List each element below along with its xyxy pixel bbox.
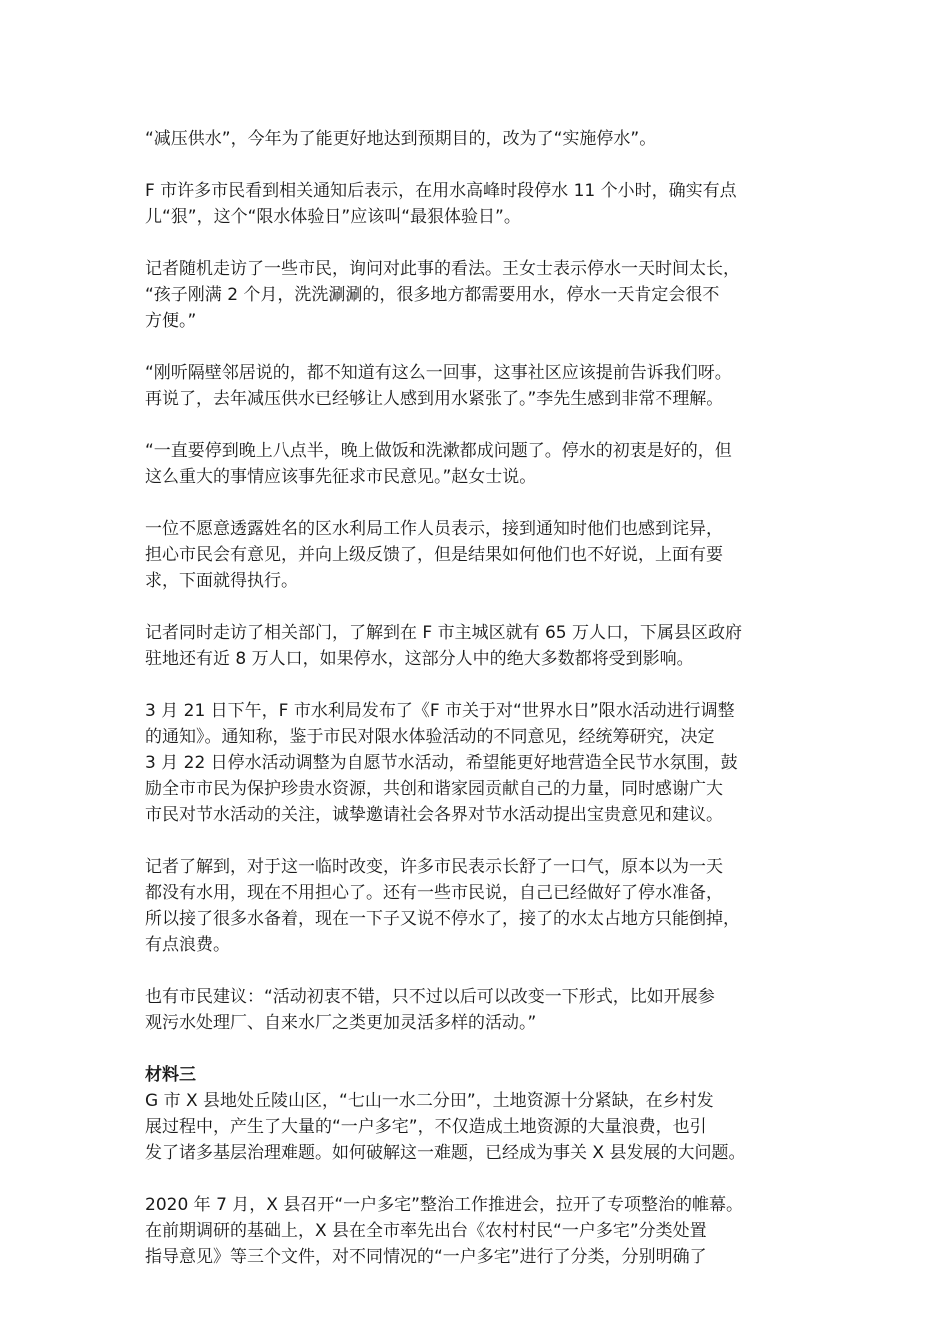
paragraph: 记者了解到，对于这一临时改变，许多市民表示长舒了一口气，原本以为一天 都没有水用，现在不用担心了。还有一些市民说，自己已经做好了停水准备， 所以接了很多水备着，现在一下子又说不停水了，接了的水太占地方只能倒掉， 有点浪费。 bbox=[145, 857, 740, 955]
paragraph: 记者同时走访了相关部门，了解到在 F 市主城区就有 65 万人口，下属县区政府 驻地还有近 8 万人口，如果停水，这部分人中的绝大多数都将受到影响。 bbox=[145, 623, 743, 669]
paragraph: 3 月 21 日下午，F 市水利局发布了《F 市关于对“世界水日”限水活动进行调整 的通知》。通知称，鉴于市民对限水体验活动的不同意见，经统筹研究，决定 3 月 22 日停水活动调整为自愿节水活动，希望能更好地营造全民节水氛围，鼓 励全市市民为保护珍贵水资源，共创和谐家园贡献自己的力量，同时感谢广大 市民对节水活动的关注，诚挚邀请社会各界对节水活动提出宝贵意见和建议。 bbox=[145, 701, 738, 825]
paragraph: 2020 年 7 月，X 县召开“一户多宅”整治工作推进会，拉开了专项整治的帷幕。 在前期调研的基础上，X 县在全市率先出台《农村村民“一户多宅”分类处置 指导意见》等三个文件，对不同情况的“一户多宅”进行了分类，分别明确了 bbox=[145, 1195, 743, 1267]
document-page bbox=[145, 126, 810, 1296]
paragraph: F 市许多市民看到相关通知后表示，在用水高峰时段停水 11 个小时，确实有点 儿“狠”，这个“限水体验日”应该叫“最狠体验日”。 bbox=[145, 181, 737, 227]
paragraph: G 市 X 县地处丘陵山区，“七山一水二分田”，土地资源十分紧缺，在乡村发 展过程中，产生了大量的“一户多宅”，不仅造成土地资源的大量浪费，也引 发了诸多基层治理难题。如何破解这一难题，已经成为事关 X 县发展的大问题。 bbox=[145, 1091, 746, 1163]
paragraph: “减压供水”，今年为了能更好地达到预期目的，改为了“实施停水”。 bbox=[145, 129, 657, 149]
paragraph: 记者随机走访了一些市民，询问对此事的看法。王女士表示停水一天时间太长， “孩子刚满 2 个月，洗洗涮涮的，很多地方都需要用水，停水一天肯定会很不 方便。” bbox=[145, 259, 740, 331]
paragraph: “刚听隔壁邻居说的，都不知道有这么一回事，这事社区应该提前告诉我们呀。 再说了，去年减压供水已经够让人感到用水紧张了。”李先生感到非常不理解。 bbox=[145, 363, 732, 409]
paragraph: “一直要停到晚上八点半，晚上做饭和洗漱都成问题了。停水的初衷是好的，但 这么重大的事情应该事先征求市民意见。”赵女士说。 bbox=[145, 441, 732, 487]
section-heading: 材料三 bbox=[145, 1065, 196, 1085]
paragraph: 也有市民建议：“活动初衷不错，只不过以后可以改变一下形式，比如开展参 观污水处理厂、自来水厂之类更加灵活多样的活动。” bbox=[145, 987, 715, 1033]
paragraph: 一位不愿意透露姓名的区水利局工作人员表示，接到通知时他们也感到诧异， 担心市民会有意见，并向上级反馈了，但是结果如何他们也不好说，上面有要 求，下面就得执行。 bbox=[145, 519, 723, 591]
